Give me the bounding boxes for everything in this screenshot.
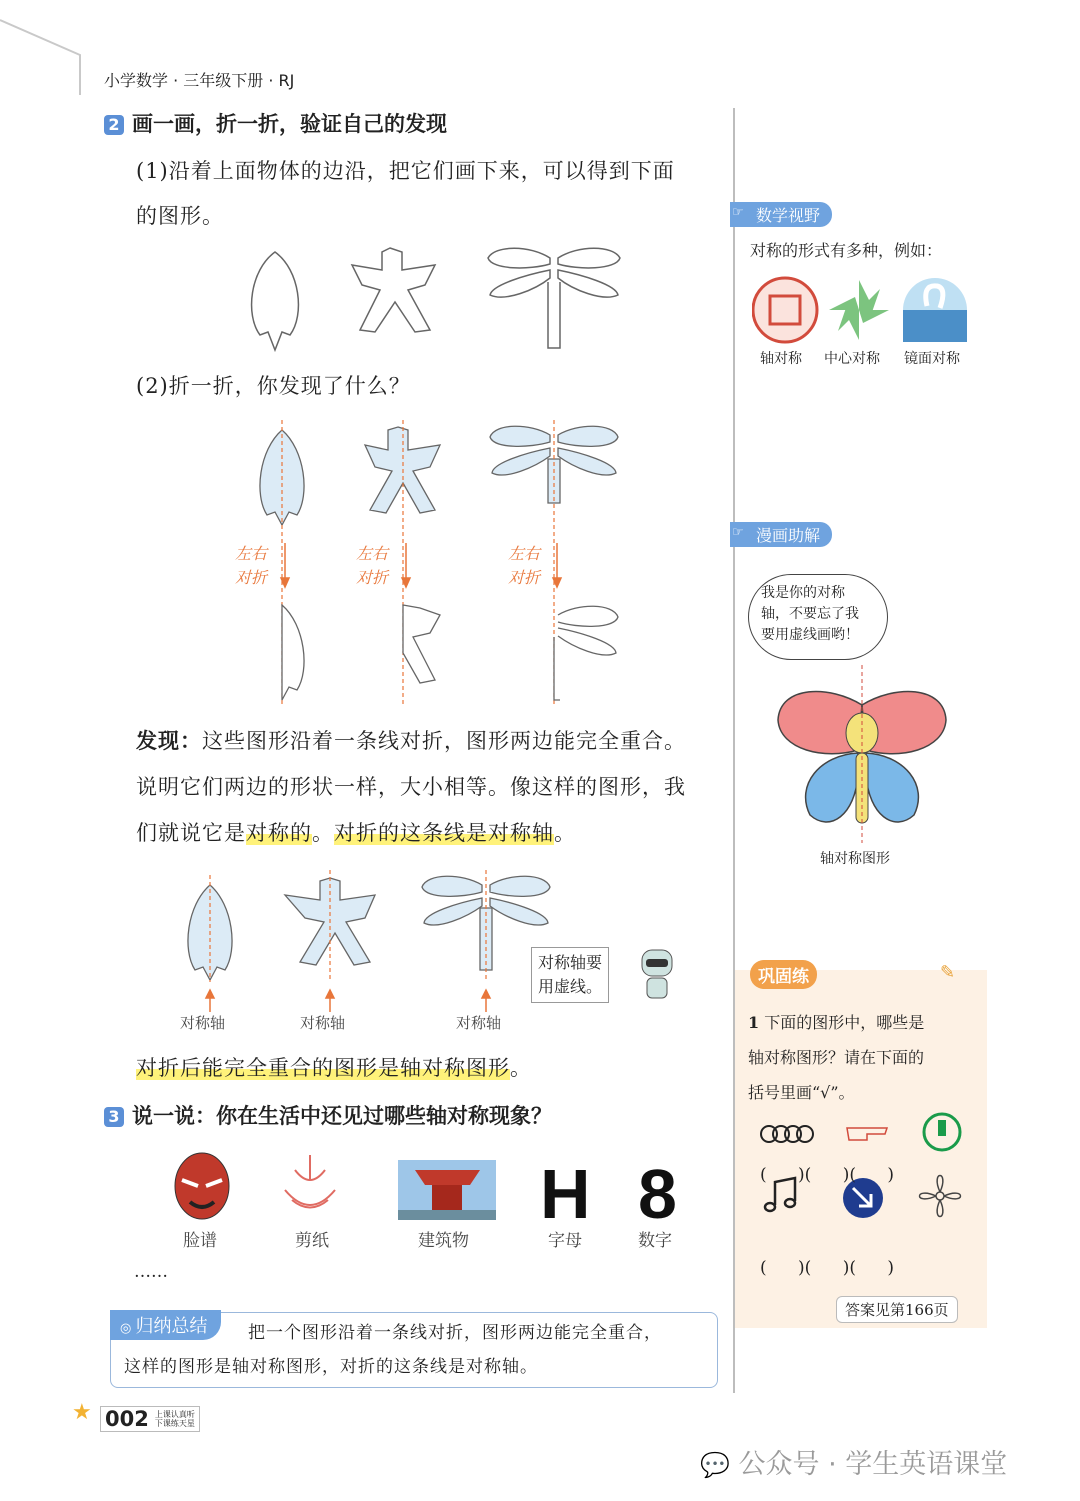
- pinwheel-icon: [829, 280, 889, 340]
- papercut-icon: [285, 1155, 335, 1208]
- hand-icon: ☞: [732, 205, 744, 220]
- butterfly-caption: 轴对称图形: [820, 851, 890, 867]
- dragonfly-half: [554, 606, 618, 700]
- practice-tag: 巩固练: [750, 960, 817, 989]
- footer-slogan: 上课认真听 下课练天星: [154, 1410, 195, 1428]
- vision-caption-2: 中心对称: [824, 351, 880, 367]
- swan-reflection-icon: [903, 278, 967, 342]
- axis-shapes: [170, 870, 570, 1015]
- digit-eight: 8: [638, 1155, 677, 1225]
- answer-reference: 答案见第166页: [836, 1296, 958, 1323]
- vision-text: 对称的形式有多种，例如：: [750, 241, 943, 260]
- page-number-box: [100, 1406, 200, 1432]
- comic-tag: 漫画助解: [730, 522, 832, 547]
- letter-h: H: [540, 1155, 591, 1225]
- practice-question: 1 下面的图形中，哪些是 轴对称图形？请在下面的 括号里画“√”。: [748, 1013, 925, 1102]
- hand-icon: ☞: [732, 525, 744, 540]
- vision-tag: 数学视野: [730, 202, 832, 227]
- butterfly-icon: [770, 665, 955, 845]
- leaf-half: [282, 605, 304, 700]
- watermark: 💬 公众号 · 学生英语课堂: [700, 1449, 1008, 1480]
- wechat-icon: 💬: [700, 1451, 730, 1479]
- summary-line1: 把一个图形沿着一条线对折，图形两边能完全重合，: [248, 1323, 662, 1343]
- section3-title: 说一说：你在生活中还见过哪些轴对称现象？: [132, 1104, 552, 1128]
- kite-half: [403, 605, 440, 683]
- robot-icon: [632, 945, 682, 1005]
- answer-brackets-row1[interactable]: ( )( )( ): [760, 1165, 895, 1185]
- life-examples: [170, 1150, 690, 1225]
- example-label-1: 脸谱: [183, 1231, 217, 1251]
- comic-speech-bubble: 我是你的对称 轴，不要忘了我 要用虚线画哟！: [748, 574, 888, 660]
- robot-speech-bubble: 对称轴要 用虚线。: [531, 947, 609, 1003]
- kite-outline: [352, 248, 435, 332]
- axis-label-3: 对称轴: [456, 1014, 502, 1032]
- leaf-outline: [252, 252, 299, 350]
- outline-shapes: [230, 240, 630, 355]
- ellipsis: ……: [134, 1262, 168, 1282]
- star-mascot-icon: ★: [72, 1400, 92, 1425]
- example-label-3: 建筑物: [418, 1231, 469, 1251]
- power-logo-icon: [924, 1114, 960, 1150]
- practice-number: 1: [748, 1013, 760, 1032]
- fold-label-1: 左右 对折: [235, 544, 268, 587]
- section2-number: 2: [104, 115, 124, 135]
- discovery-line1: 发现：这些图形沿着一条线对折，图形两边能完全重合。: [136, 728, 686, 753]
- opera-mask-icon: [175, 1153, 229, 1219]
- section2-title: 画一画，折一折，验证自己的发现: [132, 112, 447, 136]
- fold-demo: [240, 415, 640, 710]
- example-label-5: 数字: [638, 1231, 672, 1251]
- vision-caption-1: 轴对称: [760, 351, 802, 367]
- discovery-line2: 说明它们两边的形状一样，大小相等。像这样的图形，我: [136, 775, 686, 799]
- summary-line2: 这样的图形是轴对称图形，对折的这条线是对称轴。: [124, 1357, 538, 1377]
- double-happiness-icon: [753, 278, 817, 342]
- building-icon: [398, 1160, 496, 1220]
- step2-text: (2)折一折，你发现了什么？: [136, 374, 411, 398]
- answer-brackets-row2[interactable]: ( )( )( ): [760, 1258, 895, 1278]
- axis-label-1: 对称轴: [180, 1014, 226, 1032]
- section3-heading: [104, 1100, 552, 1130]
- conclusion-line: 对折后能完全重合的图形是轴对称图形。: [136, 1056, 532, 1080]
- example-label-4: 字母: [548, 1231, 582, 1251]
- dragonfly-outline: [488, 248, 620, 348]
- fold-label-2: 左右 对折: [356, 544, 389, 587]
- corner-decoration: [0, 0, 90, 95]
- pencil-icon: ✎: [940, 962, 956, 983]
- fold-label-3: 左右 对折: [508, 544, 541, 587]
- axis-label-2: 对称轴: [300, 1014, 346, 1032]
- vision-caption-3: 镜面对称: [904, 351, 960, 367]
- discovery-line3: 们就说它是对称的。对折的这条线是对称轴。: [136, 821, 576, 845]
- symmetry-examples: [752, 276, 972, 346]
- fan-icon: [920, 1176, 961, 1217]
- four-rings-logo-icon: [761, 1126, 813, 1142]
- bowtie-logo-icon: [847, 1128, 887, 1140]
- example-label-2: 剪纸: [295, 1231, 329, 1251]
- page-number: 002: [105, 1407, 149, 1431]
- summary-tag: ◎ 归纳总结: [110, 1310, 221, 1340]
- step1-line2: 的图形。: [136, 204, 224, 228]
- book-header: 小学数学 · 三年级下册 · RJ: [104, 71, 295, 90]
- section3-number: 3: [104, 1107, 124, 1127]
- step1-line1: (1)沿着上面物体的边沿，把它们画下来，可以得到下面: [136, 159, 675, 183]
- section2-heading: [104, 108, 447, 138]
